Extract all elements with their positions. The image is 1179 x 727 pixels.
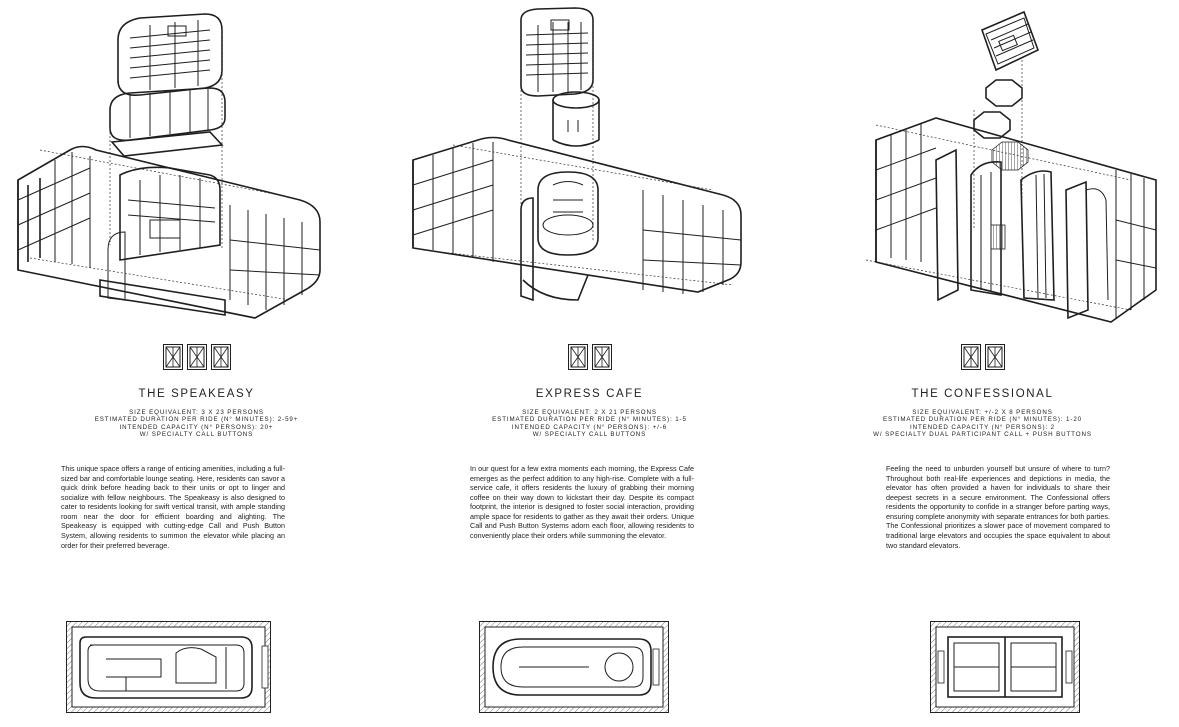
speakeasy-floor-plan [66,621,271,713]
spec-list [393,409,786,439]
express-cafe-floor-plan [479,621,669,713]
spec-line: INTENDED CAPACITY (N° PERSONS): +/-6 [511,423,668,431]
elevator-icon [592,344,612,370]
panel-title: THE CONFESSIONAL [911,388,1054,400]
elevator-equivalent-icons [786,344,1179,370]
spec-line: SIZE EQUIVALENT: 2 X 21 PERSONS [522,409,657,416]
elevator-icon [568,344,588,370]
cafe-drum [553,92,599,146]
spec-line: INTENDED CAPACITY (N° PERSONS): 2 [909,423,1056,431]
roof-module [110,14,225,156]
spec-line: INTENDED CAPACITY (N° PERSONS): 20+ [119,423,274,431]
panel-speakeasy [0,0,393,727]
spec-line: W/ SPECIALTY CALL BUTTONS [532,431,647,439]
panel-description: In our quest for a few extra moments each morning, the Express Cafe emerges as the perfect addition to any high-rise. Complete with a full-service cafe, it offers residents the luxury of grabbing their morning coffee on their way down to kickstart their day. Despite its compact footprint, the interior is designed to foster social interaction, providing ample space for residents to gather as they await their orders. Unique Call and Push Button Systems adorn each floor, allowing residents to conveniently place their orders while summoning the elevator. [470,464,694,541]
elevator-equivalent-icons [393,344,786,370]
elevator-icon [985,344,1005,370]
spec-line: SIZE EQUIVALENT: +/-2 X 8 PERSONS [912,409,1053,416]
elevator-icon [961,344,981,370]
cabin-body [413,138,741,301]
elevator-icon [211,344,231,370]
panel-description: Feeling the need to unburden yourself but unsure of where to turn? Throughout both real-life experiences and depictions in media, the elevator has often provided a haven for individuals to share their deepest secrets in a secure environment. The Confessional offers residents the opportunity to confide in a stranger before parting ways, ensuring complete anonymity with separate entrances for both parties. The Confessional prioritizes a slower pace of movement compared to traditional large elevators and occupies the space equivalent to about two standard elevators. [886,464,1110,550]
express-cafe-axonometric-drawing [393,0,786,335]
spec-list [786,409,1179,439]
spec-line: W/ SPECIALTY DUAL PARTICIPANT CALL + PUSH BUTTONS [873,431,1092,439]
spec-line: ESTIMATED DURATION PER RIDE (N° MINUTES): 2-59+ [94,416,299,424]
speakeasy-axonometric-drawing [0,0,393,335]
panel-description: This unique space offers a range of enticing amenities, including a full-sized bar and comfortable lounge seating. Here, residents can savor a quick drink before heading back to their units or opt to linger and socialize with fellow neighbours. The Speakeasy is also designed to cater to residents looking for swift vertical transit, with ample standing room near the door for efficient boarding and alighting. The Speakeasy is equipped with cutting-edge Call and Push Button System, allowing residents to summon the elevator while placing an order for their preferred beverage. [61,464,286,550]
spec-line: ESTIMATED DURATION PER RIDE (N° MINUTES): 1-20 [882,416,1083,424]
cabin-body [18,147,320,319]
spec-list [0,409,393,439]
elevator-equivalent-icons [0,344,393,370]
confessional-axonometric-drawing [786,0,1179,335]
elevator-icon [187,344,207,370]
panel-title: EXPRESS CAFE [535,388,644,400]
spec-line: W/ SPECIALTY CALL BUTTONS [139,431,254,439]
spec-line: SIZE EQUIVALENT: 3 X 23 PERSONS [129,409,264,416]
elevator-icon [163,344,183,370]
panel-title: THE SPEAKEASY [138,388,255,400]
panel-express-cafe [393,0,786,727]
roof-module [982,12,1038,70]
octagonal-seats [974,80,1028,170]
panel-confessional [786,0,1179,727]
confessional-floor-plan [930,621,1080,713]
roof-module [521,8,593,96]
spec-line: ESTIMATED DURATION PER RIDE (N° MINUTES): 1-5 [492,416,687,424]
